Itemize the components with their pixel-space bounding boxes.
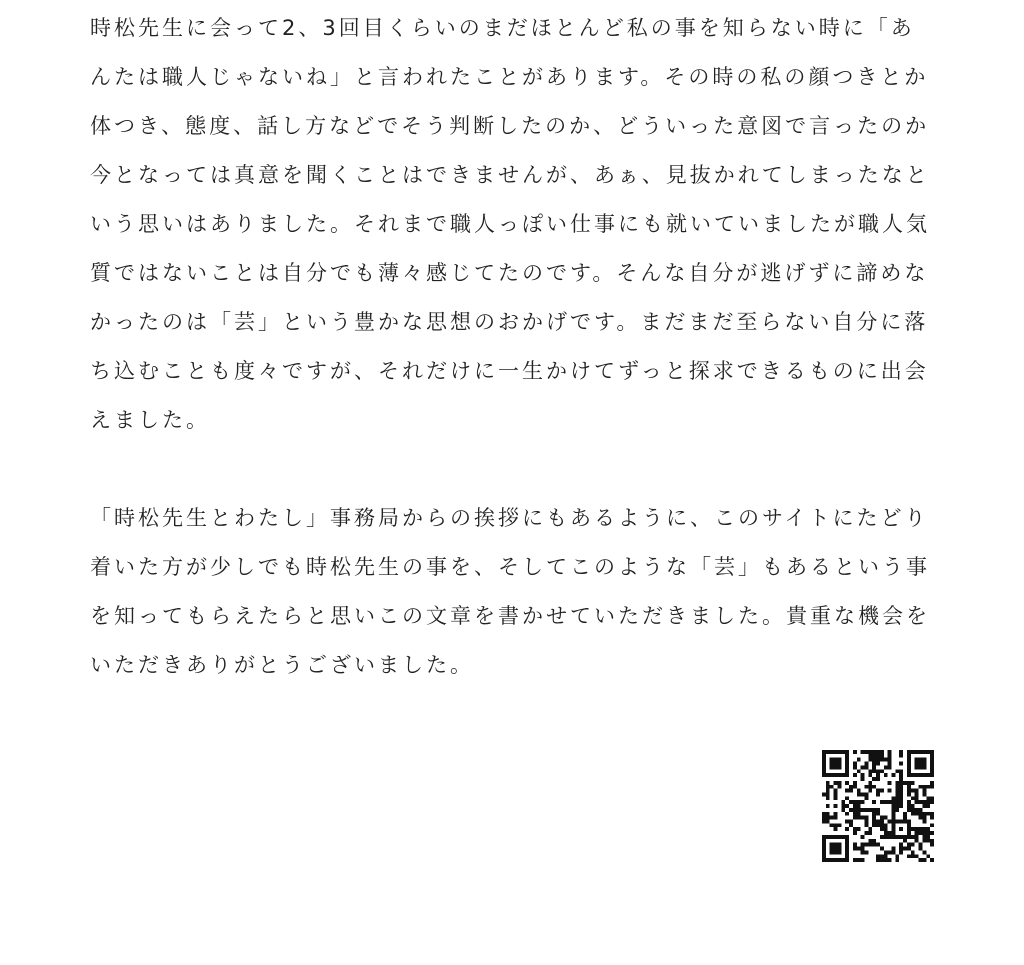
text-line: 時松先生に会って2、3回目くらいのまだほとんど私の事を知らない時に「あ	[90, 16, 915, 40]
paragraph-1	[90, 4, 938, 445]
text-line: 今となっては真意を聞くことはできませんが、あぁ、見抜かれてしまったなと	[90, 163, 930, 187]
text-line: んたは職人じゃないね」と言われたことがあります。その時の私の顔つきとか	[90, 65, 929, 89]
text-line: かったのは「芸」という豊かな思想のおかげです。まだまだ至らない自分に落	[90, 310, 929, 334]
text-line: いただきありがとうございました。	[90, 653, 474, 677]
article-body	[90, 4, 938, 690]
text-line: いう思いはありました。それまで職人っぽい仕事にも就いていましたが職人気	[90, 212, 930, 236]
text-line: ち込むことも度々ですが、それだけに一生かけてずっと探求できるものに出会	[90, 359, 929, 383]
text-line: を知ってもらえたらと思いこの文章を書かせていただきました。貴重な機会を	[90, 604, 930, 628]
paragraph-spacer	[90, 445, 938, 494]
text-line: 「時松先生とわたし」事務局からの挨拶にもあるように、このサイトにたどり	[90, 506, 929, 530]
text-line: えました。	[90, 408, 210, 432]
paragraph-2	[90, 494, 938, 690]
qr-code-icon[interactable]	[822, 750, 934, 862]
text-line: 質ではないことは自分でも薄々感じてたのです。そんな自分が逃げずに諦めな	[90, 261, 929, 285]
text-line: 体つき、態度、話し方などでそう判断したのか、どういった意図で言ったのか	[90, 114, 930, 138]
text-line: 着いた方が少しでも時松先生の事を、そしてこのような「芸」もあるという事	[90, 555, 930, 579]
